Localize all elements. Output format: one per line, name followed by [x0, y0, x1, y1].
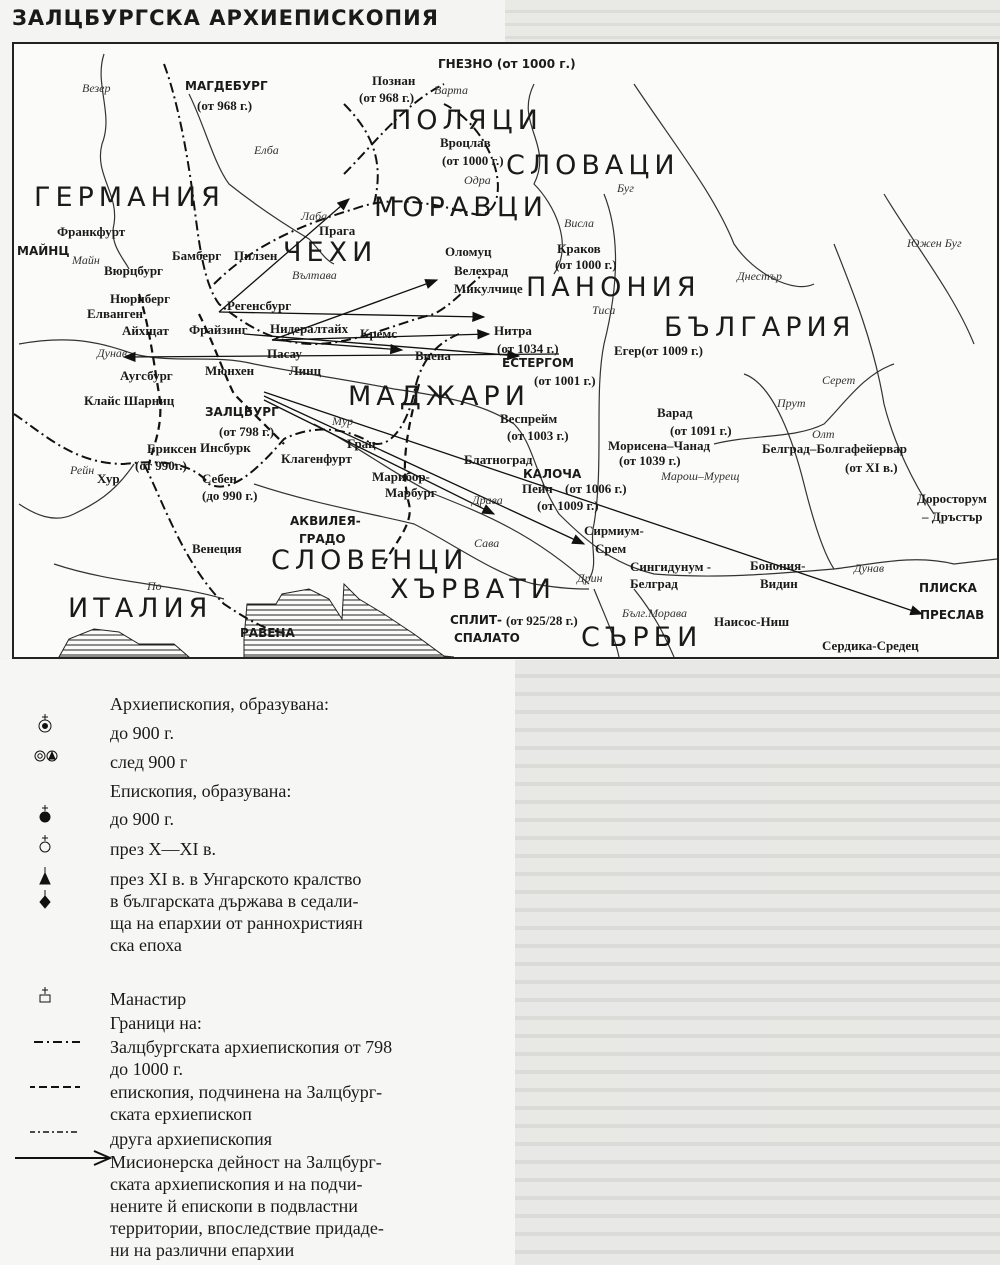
place-label: Сингидунум - — [630, 559, 712, 574]
place-label: Пасау — [267, 346, 302, 361]
monastery-icon — [40, 987, 50, 1002]
place-label: (от 968 г.) — [197, 98, 253, 113]
region-label: МОРАВЦИ — [374, 192, 548, 223]
region-label: ЧЕХИ — [283, 237, 378, 268]
place-label: Айхщат — [122, 323, 169, 338]
place-label: (от 798 г.) — [219, 424, 275, 439]
place-label: (от 1039 г.) — [619, 453, 681, 468]
river-label: Прут — [777, 396, 806, 410]
place-label: (от 1003 г.) — [507, 428, 569, 443]
legend-arch-after-900: след 900 г — [110, 752, 188, 772]
river-label: Мур — [332, 414, 354, 428]
region-label: ГЕРМАНИЯ — [34, 182, 225, 213]
place-label: АКВИЛЕЯ- — [290, 514, 361, 528]
place-label: Франкфурт — [57, 224, 126, 239]
place-label: Нидералтайх — [270, 321, 349, 336]
place-label: ГРАДО — [299, 532, 346, 546]
place-label: Аугсбург — [120, 368, 173, 383]
legend-border-bishopric: ската ерхиепископ — [110, 1104, 252, 1124]
place-label: Варад — [657, 405, 693, 420]
place-label: Пилзен — [234, 248, 278, 263]
place-label: Нитра — [494, 323, 532, 338]
place-label: – Дръстър — [922, 509, 983, 524]
legend-border-bishopric: епископия, подчинена на Залцбург- — [110, 1082, 383, 1102]
place-label: ПРЕСЛАВ — [920, 608, 985, 622]
place-label: Елванген — [87, 306, 143, 321]
place-label: Краков — [557, 241, 601, 256]
bleed-through-text — [505, 0, 1000, 42]
legend-missionary: территории, впоследствие придаде- — [110, 1218, 384, 1238]
place-label: Сирмиум- — [584, 523, 644, 538]
legend-bish-11-line: през XI в. в Унгарското кралство — [110, 869, 362, 889]
place-label: Наисос-Ниш — [714, 614, 790, 629]
place-label: Инсбурк — [200, 440, 251, 455]
river-label: Дунав — [854, 561, 885, 575]
river-label: Сава — [474, 536, 500, 550]
river-label: Лаба — [301, 209, 328, 223]
place-label: Грац — [347, 436, 376, 451]
place-label: Прага — [319, 223, 356, 238]
river-label: Майн — [72, 253, 100, 267]
place-label: Линц — [289, 363, 322, 378]
place-label: РАВЕНА — [240, 626, 295, 640]
region-label: СЪРБИ — [581, 622, 703, 653]
bleed-through-text — [515, 660, 1000, 1265]
river-label: Серет — [822, 373, 856, 387]
place-label: Познан — [372, 73, 416, 88]
place-label: Веспрейм — [500, 411, 558, 426]
river-label: Драва — [472, 493, 503, 507]
place-label: (до 990 г.) — [202, 488, 258, 503]
place-label: Бонония- — [750, 558, 806, 573]
place-label: Бамберг — [172, 248, 222, 263]
place-label: Велехрад — [454, 263, 509, 278]
river-label: Рейн — [70, 463, 95, 477]
river-label: По — [147, 579, 162, 593]
archbishopric-before-900-icon — [39, 714, 51, 732]
place-label: (от 1000 г.) — [442, 153, 504, 168]
river-label: Одра — [464, 173, 491, 187]
place-label: МАЙНЦ — [17, 244, 70, 258]
place-label: Вроцлав — [440, 135, 491, 150]
river-label: Тиса — [592, 303, 616, 317]
place-label: Клагенфурт — [281, 451, 352, 466]
legend-missionary: ската архиепископия и на подчи- — [110, 1174, 363, 1194]
place-label: ЕСТЕРГОМ — [502, 356, 574, 370]
place-label: Егер(от 1009 г.) — [614, 343, 703, 358]
tyrrhenian-sea — [59, 629, 189, 657]
legend-bish-11-line: в българската държава в седали- — [110, 891, 359, 911]
river-label: Буг — [617, 181, 634, 195]
place-label: Доросторум — [917, 491, 987, 506]
place-label: Нюрнберг — [110, 291, 170, 306]
place-label: Фрайзинг — [189, 322, 248, 337]
river-label: Висла — [564, 216, 595, 230]
bishopric-10-11-century-icon — [40, 835, 50, 852]
region-label: ПОЛЯЦИ — [391, 105, 543, 136]
place-label: Сердика-Средец — [822, 638, 919, 653]
place-label: (от 1034 г.) — [497, 341, 559, 356]
river-label: Днестър — [737, 269, 782, 283]
place-label: Марибор- — [372, 469, 430, 484]
place-label: (от 990г.) — [135, 458, 187, 473]
region-label: ПАНОНИЯ — [526, 272, 701, 303]
place-label: Микулчице — [454, 281, 523, 296]
place-label: (от 1091 г.) — [670, 423, 732, 438]
legend-missionary: Мисионерска дейност на Залцбург- — [110, 1152, 382, 1172]
place-label: ГНЕЗНО (от 1000 г.) — [438, 57, 576, 71]
place-label: Виена — [415, 348, 451, 363]
place-label: Хур — [97, 471, 120, 486]
place-label: Вюрцбург — [104, 263, 163, 278]
place-label: (от 1009 г.) — [537, 498, 599, 513]
region-label: СЛОВАЦИ — [506, 150, 680, 181]
legend-monastery: Манастир — [110, 989, 187, 1009]
place-label: Срем — [595, 541, 627, 556]
place-label: Блатноград — [464, 452, 533, 467]
region-label: ХЪРВАТИ — [390, 574, 556, 605]
river-label: Марош–Мурещ — [661, 469, 740, 483]
legend-borders-heading: Граници на: — [110, 1013, 202, 1033]
place-label: Марбург — [385, 485, 437, 500]
place-label: Себен — [202, 471, 237, 486]
map-title: ЗАЛЦБУРГСКА АРХИЕПИСКОПИЯ — [12, 6, 439, 30]
region-label: СЛОВЕНЦИ — [271, 545, 469, 576]
legend-border-salzburg: до 1000 г. — [110, 1059, 184, 1079]
legend-border-other: друга архиепископия — [110, 1129, 273, 1149]
map-panel — [12, 42, 999, 659]
place-label: Клайс Шарниц — [84, 393, 175, 408]
river-label: Южен Буг — [907, 236, 962, 250]
place-label: КАЛОЧА — [523, 467, 582, 481]
legend-missionary: нените й епископи в подвластни — [110, 1196, 358, 1216]
river-label: Вълтава — [292, 268, 337, 282]
place-label: (от 925/28 г.) — [506, 613, 578, 628]
place-label: (от 1001 г.) — [534, 373, 596, 388]
legend-missionary: ни на различни епархии — [110, 1240, 295, 1260]
legend-bish-11-line: ща на епархии от раннохристиян — [110, 913, 363, 933]
legend-archbishopric-heading: Архиепископия, образувана: — [110, 694, 330, 714]
legend-border-salzburg: Залцбургската архиепископия от 798 — [110, 1037, 393, 1057]
bishopric-before-900-icon — [40, 805, 50, 822]
place-label: Кремс — [360, 326, 398, 341]
place-label: (от XI в.) — [845, 460, 898, 475]
place-label: ПЛИСКА — [919, 581, 977, 595]
place-label: (от 1006 г.) — [565, 481, 627, 496]
river-label: Олт — [812, 427, 835, 441]
legend-arch-before-900: до 900 г. — [110, 723, 175, 743]
river-label: Варта — [434, 83, 468, 97]
place-label: МАГДЕБУРГ — [185, 79, 268, 93]
region-label: ИТАЛИЯ — [68, 593, 213, 624]
place-label: Бриксен — [147, 441, 197, 456]
region-label: БЪЛГАРИЯ — [664, 312, 856, 343]
bishopric-11-century-icon — [40, 867, 50, 908]
place-label: СПАЛАТО — [454, 631, 520, 645]
place-label: Оломуц — [445, 244, 492, 259]
river-label: Дрин — [577, 571, 603, 585]
missionary-arrow-icon — [12, 1148, 112, 1168]
legend-bish-10-11: през X—XI в. — [110, 839, 216, 859]
place-label: Морисена–Чанад — [608, 438, 711, 453]
river-label: Бълг.Морава — [622, 606, 688, 620]
place-label: СПЛИТ- — [450, 613, 503, 627]
place-label: Белград–Болгафейервар — [762, 441, 907, 456]
place-label: Венеция — [192, 541, 242, 556]
river-label: Дунав — [97, 346, 128, 360]
legend-bish-11-line: ска епоха — [110, 935, 182, 955]
archbishopric-after-900-icon — [35, 751, 57, 761]
place-label: Пейч — [522, 481, 553, 496]
river-label: Везер — [82, 81, 111, 95]
place-label: Белград — [630, 576, 678, 591]
place-label: Видин — [760, 576, 798, 591]
place-label: (от 968 г.) — [359, 90, 415, 105]
river-label: Елба — [254, 143, 279, 157]
legend-bishopric-heading: Епископия, образувана: — [110, 781, 292, 801]
place-label: Мюнхен — [205, 363, 255, 378]
region-label: МАДЖАРИ — [348, 381, 530, 412]
legend-bish-before-900: до 900 г. — [110, 809, 175, 829]
place-label: Регенсбург — [227, 298, 292, 313]
place-label: ЗАЛЦБУРГ — [205, 405, 279, 419]
place-label: (от 1000 г.) — [555, 257, 617, 272]
legend-symbols — [30, 712, 80, 1252]
